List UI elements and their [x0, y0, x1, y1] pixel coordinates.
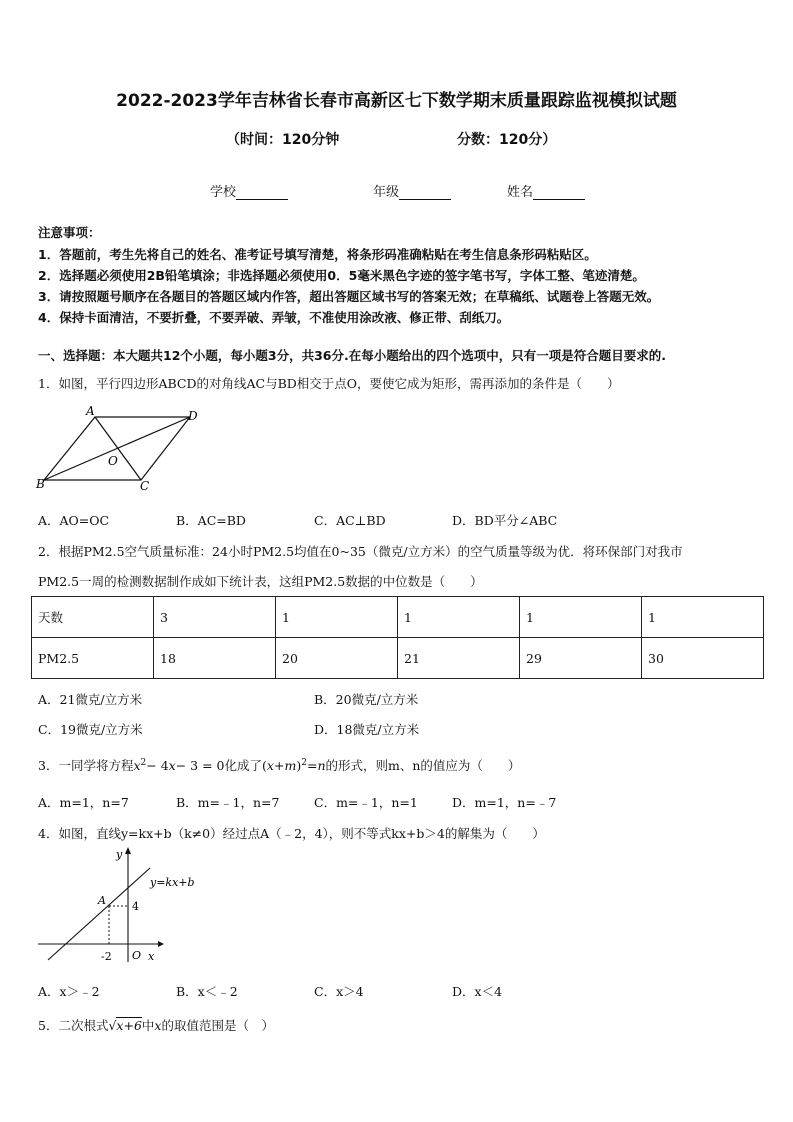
grade-label: 年级: [373, 185, 400, 200]
q3-option-d: D．m=1，n=﹣7: [452, 795, 557, 810]
q3-option-c: C．m=﹣1，n=1: [314, 795, 418, 810]
notice-item: 1．答题前，考生先将自己的姓名、准考证号填写清楚，将条形码准确粘贴在考生信息条形码粘贴区。: [38, 247, 597, 262]
q3-eq2-eq: =: [306, 758, 318, 773]
notice-heading: 注意事项：: [38, 225, 101, 240]
q5-radicand: x+6: [116, 1018, 142, 1033]
line-kx-b: [48, 868, 150, 960]
exam-time: （时间：120分钟: [226, 132, 340, 148]
q4-option-c: C．x＞4: [314, 984, 364, 999]
name-field: [507, 181, 585, 200]
q3-eq1-x2: x: [168, 758, 176, 773]
question-3-stem: [38, 756, 520, 774]
q3-eq2-plus: +: [273, 758, 285, 773]
q1-option-b: B．AC=BD: [176, 513, 246, 528]
x-axis-arrow: [158, 941, 164, 947]
name-blank: [533, 186, 585, 200]
q3-eq1-sup: 2: [140, 757, 147, 768]
table-cell: PM2.5: [32, 638, 154, 679]
notice-item: 3．请按照题号顺序在各题目的答题区域内作答，超出答题区域书写的答案无效；在草稿纸、试题卷上答题无效。: [38, 289, 660, 304]
q1-option-d: D．BD平分∠ABC: [452, 513, 558, 528]
table-cell: 21: [398, 638, 520, 679]
question-4-stem: 4．如图，直线y=kx+b（k≠0）经过点A（﹣2，4），则不等式kx+b＞4的解集为（ ）: [38, 826, 545, 841]
label-x: x: [148, 950, 155, 963]
q4-option-d: D．x＜4: [452, 984, 503, 999]
q5-suffix: 的取值范围是（ ）: [161, 1018, 274, 1033]
parallelogram-figure: [30, 400, 210, 495]
school-blank: [236, 186, 288, 200]
notice-item: 2．选择题必须使用2B铅笔填涂；非选择题必须使用0．5毫米黑色字迹的签字笔书写，字体工整、笔迹清楚。: [38, 268, 645, 283]
q3-eq2-n: n: [317, 758, 326, 773]
q3-eq2-close: ): [296, 758, 302, 773]
label-point-a: A: [98, 894, 106, 907]
q3-option-b: B．m=﹣1，n=7: [176, 795, 280, 810]
table-cell: 1: [642, 597, 764, 638]
table-cell: 1: [398, 597, 520, 638]
pm25-table: [31, 596, 764, 679]
table-cell: 1: [276, 597, 398, 638]
q3-eq1-b: − 4: [146, 758, 169, 773]
school-label: 学校: [210, 185, 237, 200]
label-origin: O: [132, 949, 142, 962]
q3-eq1-d: − 3 = 0: [175, 758, 225, 773]
grade-blank: [399, 186, 451, 200]
section-heading: 一、选择题：本大题共12个小题，每小题3分，共36分.在每小题给出的四个选项中，只有一项是符合题目要求的.: [38, 348, 666, 363]
q5-prefix: 5．二次根式: [38, 1018, 109, 1033]
table-cell: 18: [154, 638, 276, 679]
label-a: A: [86, 404, 95, 418]
q3-prefix: 3．一同学将方程: [38, 758, 134, 773]
label-d: D: [188, 409, 198, 423]
q4-option-b: B．x＜﹣2: [176, 984, 238, 999]
q4-option-a: A．x＞﹣2: [38, 984, 100, 999]
q2-option-c: C．19微克/立方米: [38, 722, 143, 737]
table-cell: 20: [276, 638, 398, 679]
q3-middle: 化成了: [224, 758, 263, 773]
y-axis-arrow: [125, 847, 131, 854]
table-cell: 3: [154, 597, 276, 638]
q3-eq2-open: (: [262, 758, 267, 773]
q3-eq1-x: x: [133, 758, 141, 773]
q2-option-b: B．20微克/立方米: [314, 692, 419, 707]
table-row: [32, 597, 764, 638]
table-cell: 29: [520, 638, 642, 679]
school-field: [210, 181, 288, 200]
label-y: y: [116, 848, 123, 861]
q5-middle: 中: [141, 1018, 155, 1033]
table-row: [32, 638, 764, 679]
label-four: 4: [132, 900, 139, 913]
diagonal-bd: [44, 417, 190, 480]
table-cell: 30: [642, 638, 764, 679]
q3-suffix: 的形式，则m、n的值应为（ ）: [325, 758, 521, 773]
linear-function-figure: [30, 842, 210, 967]
radical-sign: √: [108, 1018, 117, 1033]
q3-eq2-m: m: [284, 758, 297, 773]
exam-title: 2022-2023学年吉林省长春市高新区七下数学期末质量跟踪监视模拟试题: [116, 91, 677, 111]
question-2-stem-line1: 2．根据PM2.5空气质量标准：24小时PM2.5均值在0~35（微克/立方米）的空气质量等级为优．将环保部门对我市: [38, 544, 683, 559]
q2-option-d: D．18微克/立方米: [314, 722, 420, 737]
label-neg2: -2: [101, 950, 112, 963]
question-2-stem-line2: PM2.5一周的检测数据制作成如下统计表，这组PM2.5数据的中位数是（ ）: [38, 574, 483, 589]
exam-score: 分数：120分）: [457, 132, 557, 148]
q3-eq2-x: x: [266, 758, 274, 773]
q3-option-a: A．m=1，n=7: [38, 795, 129, 810]
label-b: B: [36, 477, 45, 491]
q1-option-a: A．AO=OC: [38, 513, 110, 528]
q3-eq2-sup: 2: [301, 757, 307, 768]
label-o: O: [108, 454, 118, 468]
table-cell: 1: [520, 597, 642, 638]
label-line: y=kx+b: [150, 876, 195, 889]
notice-item: 4．保持卡面清洁，不要折叠，不要弄破、弄皱，不准使用涂改液、修正带、刮纸刀。: [38, 310, 510, 325]
label-c: C: [140, 479, 150, 493]
name-label: 姓名: [507, 185, 534, 200]
question-5-stem: [38, 1016, 274, 1034]
grade-field: [373, 181, 451, 200]
q2-option-a: A．21微克/立方米: [38, 692, 143, 707]
table-cell: 天数: [32, 597, 154, 638]
q1-option-c: C．AC⊥BD: [314, 513, 386, 528]
question-1-stem: 1．如图，平行四边形ABCD的对角线AC与BD相交于点O，要使它成为矩形，需再添加的条件是（ ）: [38, 376, 620, 391]
q5-var: x: [154, 1018, 162, 1033]
